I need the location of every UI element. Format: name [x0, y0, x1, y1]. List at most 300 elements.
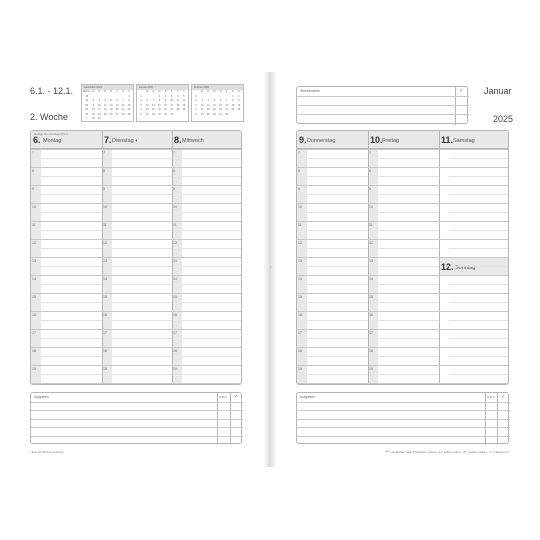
mini-calendar-cell: M [158, 90, 161, 93]
day-header-monday [31, 131, 102, 149]
mini-calendar-cell: M [104, 90, 107, 93]
hour-line [368, 311, 439, 312]
hour-label: 16 [173, 313, 177, 317]
mini-calendar-cell: 24 [170, 108, 174, 111]
hour-line [172, 149, 242, 150]
mini-calendar-cell: 3 [98, 99, 100, 102]
hour-label: 9 [103, 187, 105, 191]
mini-calendar-cell: 9 [92, 103, 95, 107]
hour-line [368, 167, 439, 168]
hour-label: 9 [298, 187, 300, 191]
half-hour-line [449, 320, 509, 321]
mini-calendar-cell: 7 [122, 99, 124, 102]
check-header: ✓ [501, 394, 506, 400]
mini-calendar-cell: 2 [238, 94, 240, 98]
weekly-goals-label: Wochenziele [300, 89, 320, 93]
hour-line [439, 167, 509, 168]
half-hour-line [307, 176, 368, 177]
mini-calendar-cell: 1 [128, 94, 130, 98]
half-hour-line [378, 356, 439, 357]
hour-label: 13 [298, 259, 302, 263]
mini-calendar-cell: 23 [92, 112, 95, 116]
hour-label: 16 [32, 313, 36, 317]
mini-calendar-title: Februar 2025 [192, 85, 243, 90]
half-hour-line [41, 212, 102, 213]
month-label: Januar [484, 86, 512, 96]
hour-label: 16 [298, 313, 302, 317]
hour-line [102, 275, 172, 276]
mini-calendar-cell: 12 [213, 103, 216, 107]
mini-calendar-cell: S [122, 90, 124, 93]
hour-label: 17 [173, 331, 177, 335]
hour-label: 9 [369, 187, 371, 191]
mini-calendar-cell: D [164, 90, 167, 93]
mini-calendar-january [136, 84, 189, 122]
half-hour-line [182, 302, 242, 303]
mini-calendar-cell: 10 [97, 103, 101, 107]
half-hour-line [449, 176, 509, 177]
mini-calendar-cell: 31 [170, 112, 174, 116]
hour-label: 19 [369, 367, 373, 371]
hour-label: 15 [103, 295, 107, 299]
mini-calendar-cell: 25 [103, 112, 107, 116]
mini-calendar-cell: 26 [182, 108, 186, 111]
hour-line [297, 383, 368, 384]
day-name: Montag [43, 138, 62, 144]
hour-line [439, 365, 509, 366]
day-header-saturday [439, 131, 509, 149]
hour-line [102, 185, 172, 186]
half-hour-line [449, 284, 509, 285]
hour-line [368, 257, 439, 258]
hour-line [172, 311, 242, 312]
mini-calendar-cell: 17 [170, 103, 174, 107]
mini-calendar-cell: 7 [152, 99, 154, 102]
hour-line [368, 203, 439, 204]
hour-label: 14 [173, 277, 177, 281]
mini-calendar-cell: 12 [109, 103, 113, 107]
day-header-wednesday [172, 131, 242, 149]
hour-line [297, 239, 368, 240]
hour-line [172, 365, 242, 366]
mini-calendar-cell: 15 [231, 103, 235, 107]
mini-calendar-cell: 11 [207, 103, 210, 107]
hour-label: 15 [298, 295, 302, 299]
mini-calendar-cell: 18 [206, 108, 210, 111]
hour-label: 12 [298, 241, 302, 245]
mini-calendar-cell: 20 [219, 108, 222, 111]
hour-line [172, 329, 242, 330]
hour-label: 16 [369, 313, 373, 317]
right-day-table [296, 130, 509, 385]
half-hour-line [112, 320, 172, 321]
hour-label: 15 [173, 295, 177, 299]
mini-calendar-cell: 4 [104, 99, 106, 102]
day-name: Freitag [382, 138, 400, 144]
mini-calendar-cell: S [232, 90, 234, 93]
mini-calendar-cell: 30 [164, 112, 167, 116]
mini-calendar-cell: 49 [85, 99, 89, 102]
half-hour-line [182, 176, 242, 177]
half-hour-line [112, 338, 172, 339]
hour-label: 12 [173, 241, 177, 245]
hour-line [172, 347, 242, 348]
hour-line [368, 275, 439, 276]
hour-line [31, 293, 102, 294]
hour-line [102, 167, 172, 168]
mini-calendar-cell: S [183, 90, 185, 93]
mini-calendar-cell: 20 [145, 108, 149, 111]
half-hour-line [182, 212, 242, 213]
mini-calendar-cell: 26 [109, 112, 113, 116]
mini-calendar-cell: 3 [140, 103, 142, 107]
mini-calendar-title: Januar 2025 [137, 85, 188, 90]
hour-label: 9 [32, 187, 34, 191]
half-hour-line [112, 266, 172, 267]
mini-calendar-cell: 5 [213, 99, 216, 102]
mini-calendar-cell: 21 [151, 108, 155, 111]
mini-calendar-cell: 52 [85, 112, 89, 116]
half-hour-line [378, 194, 439, 195]
half-hour-line [378, 302, 439, 303]
half-hour-line [112, 230, 172, 231]
mini-calendar-cell: 22 [231, 108, 235, 111]
half-hour-line [41, 230, 102, 231]
half-hour-line [449, 212, 509, 213]
hour-line [172, 221, 242, 222]
hour-label: 14 [32, 277, 36, 281]
mini-calendar-cell: 14 [151, 103, 155, 107]
hour-line [297, 275, 368, 276]
mini-calendar-cell: 4 [140, 108, 142, 111]
hour-line [31, 239, 102, 240]
check-header: ✓ [459, 88, 464, 94]
hour-line [172, 203, 242, 204]
task-line [31, 427, 243, 428]
mini-calendar-cell: 14 [121, 103, 125, 107]
hour-label: 8 [298, 169, 300, 173]
half-hour-line [182, 266, 242, 267]
half-hour-line [112, 194, 172, 195]
hour-label: 11 [32, 223, 36, 227]
hour-label: 11 [369, 223, 373, 227]
half-hour-line [182, 284, 242, 285]
hour-label: 11 [298, 223, 302, 227]
hour-line [31, 149, 102, 150]
mini-calendar-cell: 7 [226, 99, 228, 102]
mini-calendar-cell: 3 [171, 94, 173, 98]
hour-label: 19 [32, 367, 36, 371]
hour-line [31, 185, 102, 186]
mini-calendar-cell: 10 [200, 103, 204, 107]
half-hour-line [41, 356, 102, 357]
hour-label: 17 [369, 331, 373, 335]
day-number: 10. [370, 135, 383, 145]
half-hour-line [449, 302, 509, 303]
hour-line [439, 347, 509, 348]
mini-calendar-cell: 25 [176, 108, 180, 111]
hour-label: 12 [369, 241, 373, 245]
mini-calendar-cell: 2 [92, 99, 95, 102]
hour-line [297, 149, 368, 150]
mini-calendar-cell: 5 [195, 94, 197, 98]
half-hour-line [449, 266, 509, 267]
day-name: Samstag [453, 138, 475, 144]
hour-line [172, 383, 242, 384]
half-hour-line [182, 248, 242, 249]
hour-label: 7 [103, 151, 105, 155]
mini-calendar-cell: D [207, 90, 210, 93]
hour-line [31, 383, 102, 384]
week-range: 6.1. - 12.1. [30, 86, 74, 96]
hour-label: 16 [103, 313, 107, 317]
hour-label: 11 [173, 223, 177, 227]
day-header-sunday [439, 258, 509, 276]
mini-calendar-cell: 15 [127, 103, 131, 107]
hour-line [439, 203, 509, 204]
priority-header: A B C [487, 395, 495, 399]
hour-line [172, 185, 242, 186]
mini-calendar-cell: 15 [158, 103, 161, 107]
half-hour-line [112, 176, 172, 177]
half-hour-line [307, 356, 368, 357]
mini-calendar-cell: Woche [83, 90, 91, 93]
week-label: 2. Woche [30, 112, 68, 122]
mini-calendar-cell: D [219, 90, 222, 93]
hour-line [439, 221, 509, 222]
hour-label: 13 [173, 259, 177, 263]
mini-calendar-cell: 7 [195, 103, 197, 107]
hour-line [172, 275, 242, 276]
mini-calendar-cell: D [98, 90, 101, 93]
hour-line [102, 149, 172, 150]
mini-calendar-cell: 13 [115, 103, 119, 107]
mini-calendar-cell: 24 [97, 112, 101, 116]
half-hour-line [307, 320, 368, 321]
half-hour-line [378, 176, 439, 177]
right-page [276, 72, 514, 467]
mini-calendar-cell: F [170, 90, 173, 93]
task-line [31, 436, 243, 437]
hour-line [439, 329, 509, 330]
left-page [26, 72, 264, 467]
spine-mark: ‹ [270, 265, 272, 271]
mini-calendar-cell: 19 [182, 103, 186, 107]
hour-line [297, 347, 368, 348]
hour-label: 12 [32, 241, 36, 245]
hour-line [439, 311, 509, 312]
mini-calendar-cell: 4 [207, 99, 209, 102]
footnote: ᴬᴮᶜ = Aufgaben nach Prioritäten ordnen: A = selbst, sofort · B = selbst, später · C = delegieren [385, 450, 509, 454]
tasks-label: Aufgaben [34, 395, 49, 399]
mini-calendar-cell: 3 [201, 99, 203, 102]
hour-line [172, 257, 242, 258]
half-hour-line [449, 338, 509, 339]
hour-label: 17 [298, 331, 302, 335]
hour-line [368, 185, 439, 186]
hour-line [368, 329, 439, 330]
half-hour-line [182, 230, 242, 231]
day-header-tuesday [102, 131, 172, 149]
task-line [297, 402, 510, 403]
task-line [297, 410, 510, 411]
hour-line [31, 167, 102, 168]
mini-calendar-title: Dezember 2024 [82, 85, 133, 90]
mini-calendar-cell: 17 [97, 108, 101, 111]
hour-line [297, 221, 368, 222]
hour-line [172, 167, 242, 168]
hour-line [439, 185, 509, 186]
half-hour-line [182, 158, 242, 159]
hour-line [439, 293, 509, 294]
task-line [31, 402, 243, 403]
mini-calendar-cell: 22 [127, 108, 131, 111]
hour-line [102, 221, 172, 222]
hour-line [368, 347, 439, 348]
half-hour-line [307, 248, 368, 249]
mini-calendar-cell: 29 [158, 112, 161, 116]
hour-line [368, 383, 439, 384]
hour-line [368, 365, 439, 366]
mini-calendar-cell: 22 [158, 108, 161, 111]
hour-line [102, 257, 172, 258]
half-hour-line [41, 266, 102, 267]
half-hour-line [182, 320, 242, 321]
half-hour-line [449, 194, 509, 195]
hour-line [31, 275, 102, 276]
half-hour-line [112, 302, 172, 303]
mini-calendar-grid [137, 90, 188, 117]
mini-calendar-cell: 19 [109, 108, 113, 111]
hour-line [439, 149, 509, 150]
hour-label: 18 [173, 349, 177, 353]
weekly-goals-box [296, 86, 468, 124]
day-number: 8. [174, 135, 182, 145]
hour-label: 18 [369, 349, 373, 353]
hour-line [297, 293, 368, 294]
hour-label: 14 [298, 277, 302, 281]
hour-label: 7 [32, 151, 34, 155]
hour-label: 8 [369, 169, 371, 173]
half-hour-line [378, 338, 439, 339]
half-hour-line [307, 158, 368, 159]
mini-calendar-cell: D [110, 90, 113, 93]
mini-calendar-cell: 9 [238, 99, 240, 102]
goal-line [297, 114, 469, 115]
mini-calendar-cell: 6 [219, 99, 222, 102]
half-hour-line [41, 320, 102, 321]
mini-calendar-cell [236, 113, 242, 118]
mini-calendar-cell: 51 [85, 108, 89, 111]
day-name: Dienstag ◐ [112, 138, 139, 144]
hour-line [439, 275, 509, 276]
hour-line [102, 383, 172, 384]
hour-line [297, 167, 368, 168]
mini-calendar-cell: 1 [232, 94, 234, 98]
hour-label: 10 [103, 205, 107, 209]
mini-calendar-cell: 28 [151, 112, 155, 116]
mini-calendar-cell: 29 [127, 112, 131, 116]
hour-label: 19 [298, 367, 302, 371]
tasks-label: Aufgaben [300, 395, 315, 399]
half-hour-line [378, 320, 439, 321]
hour-line [102, 293, 172, 294]
half-hour-line [112, 212, 172, 213]
mini-calendar-cell: 23 [237, 108, 241, 111]
mini-calendar-cell: 11 [176, 99, 180, 102]
mini-calendar-cell: 5 [110, 99, 112, 102]
hour-line [31, 221, 102, 222]
half-hour-line [41, 176, 102, 177]
hour-label: 14 [103, 277, 107, 281]
mini-calendar-february [191, 84, 244, 122]
hour-label: 7 [173, 151, 175, 155]
hour-label: 9 [173, 187, 175, 191]
hour-label: 17 [32, 331, 36, 335]
day-number: 9. [299, 135, 307, 145]
hour-line [297, 257, 368, 258]
hour-line [297, 329, 368, 330]
day-number: 12. [441, 262, 454, 272]
task-line [297, 427, 510, 428]
hour-line [368, 293, 439, 294]
day-header-friday [368, 131, 439, 149]
hour-label: 13 [369, 259, 373, 263]
mini-calendar-cell: 18 [103, 108, 107, 111]
task-line [297, 419, 510, 420]
hour-line [102, 239, 172, 240]
mini-calendar-cell: 48 [85, 94, 89, 98]
mini-calendar-cell: 6 [195, 99, 197, 102]
mini-calendar-cell: 28 [225, 112, 229, 116]
hour-line [439, 257, 509, 258]
mini-calendar-cell: 5 [140, 112, 142, 116]
task-line [31, 410, 243, 411]
day-number: 11. [441, 135, 454, 145]
half-hour-line [41, 302, 102, 303]
hour-line [31, 347, 102, 348]
mini-calendar-cell: S [238, 90, 240, 93]
half-hour-line [41, 158, 102, 159]
hour-line [102, 311, 172, 312]
mini-calendar-cell: 24 [200, 112, 204, 116]
hour-line [102, 347, 172, 348]
mini-calendar-cell: 25 [206, 112, 210, 116]
day-header-thursday [297, 131, 368, 149]
mini-calendar-cell: S [128, 90, 130, 93]
hour-label: 18 [32, 349, 36, 353]
mini-calendar-cell: 1 [158, 94, 161, 98]
mini-calendar-cell: 21 [121, 108, 125, 111]
hour-line [102, 329, 172, 330]
mini-calendar-cell: M [213, 90, 216, 93]
hour-label: 18 [103, 349, 107, 353]
mini-calendar-cell: 19 [213, 108, 216, 111]
mini-calendar-cell: 6 [116, 99, 118, 102]
mini-calendar-cell: 9 [195, 112, 197, 116]
half-hour-line [378, 158, 439, 159]
hour-label: 17 [103, 331, 107, 335]
left-tasks-box [30, 392, 242, 444]
mini-calendar-cell: 50 [85, 103, 89, 107]
hour-line [297, 203, 368, 204]
hour-label: 8 [103, 169, 105, 173]
mini-calendar-cell: 2 [164, 94, 167, 98]
half-hour-line [112, 248, 172, 249]
mini-calendar-cell: 20 [115, 108, 119, 111]
hour-label: 8 [173, 169, 175, 173]
hour-label: 15 [32, 295, 36, 299]
